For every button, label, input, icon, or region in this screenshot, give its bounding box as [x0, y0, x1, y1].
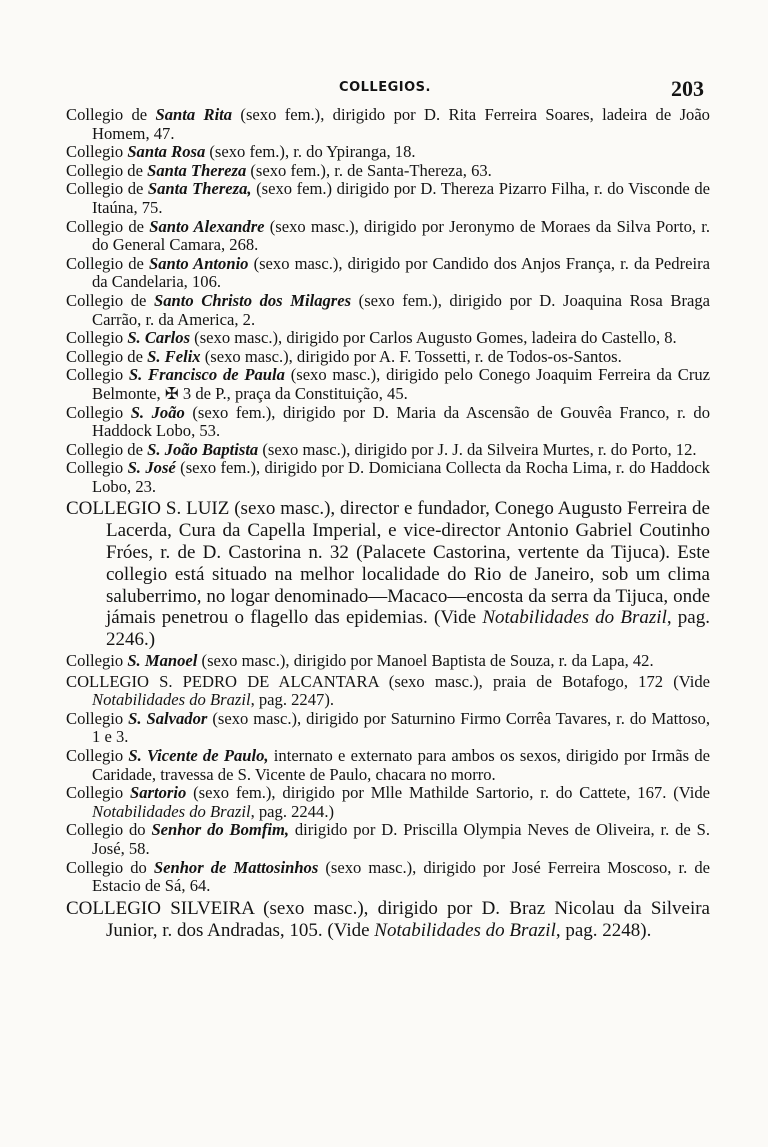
- school-name: S. João: [130, 402, 185, 422]
- entry-text: (sexo fem.), r. de Santa-Thereza, 63.: [246, 160, 492, 180]
- running-title: COLLEGIOS.: [339, 80, 431, 95]
- entry-text: Collegio do: [66, 857, 154, 877]
- directory-entry: [66, 673, 710, 710]
- school-name: Sartorio: [130, 783, 187, 803]
- school-name: S. Salvador: [128, 708, 208, 728]
- directory-entry: [66, 784, 710, 821]
- school-name: Santo Antonio: [149, 253, 249, 273]
- reference-title: Notabilidades do Brazil: [92, 690, 251, 710]
- directory-entry: [66, 459, 710, 496]
- entry-text: (sexo fem.), dirigido por Mlle Mathilde Sartorio, r. do Cattete, 167. (Vide: [186, 783, 710, 803]
- school-name: Santo Alexandre: [149, 216, 265, 236]
- page-header: [60, 76, 710, 102]
- entry-text: (sexo masc.), dirigido por Candido dos Anjos França, r. da Pedreira da Candelaria, 106.: [92, 253, 710, 292]
- directory-entry: [66, 821, 710, 858]
- directory-entry: [66, 348, 710, 367]
- entry-text: (sexo masc.), dirigido por J. J. da Silveira Murtes, r. do Porto, 12.: [258, 439, 697, 459]
- entry-text: Collegio de: [66, 346, 148, 366]
- directory-entry: [66, 898, 710, 942]
- school-name: S. João Baptista: [147, 439, 259, 459]
- entry-text: (sexo masc.), dirigido por Jeronymo de Moraes da Silva Porto, r. do General Camara, 268.: [92, 216, 710, 255]
- entry-text: (sexo fem.) dirigido por D. Thereza Pizarro Filha, r. do Visconde de Itaúna, 75.: [92, 179, 710, 217]
- directory-entry: [66, 180, 710, 217]
- directory-entry: [66, 143, 710, 162]
- school-name: Senhor do Bomfim,: [151, 820, 290, 840]
- entry-text: internato e externato para ambos os sexos, dirigido por Irmãs de Caridade, travessa de S. Vicente de Paulo, chacara no morro.: [92, 746, 710, 784]
- school-name: S. Carlos: [127, 328, 191, 348]
- school-name: Santo Christo dos Milagres: [154, 290, 352, 310]
- entry-text: (sexo masc.), dirigido pelo Conego Joaquim Ferreira da Cruz Belmonte, ✠ 3 de P., praça da Constituição, 45.: [92, 365, 711, 403]
- directory-entries: [66, 106, 710, 942]
- directory-entry: [66, 329, 710, 348]
- entry-text: Collegio: [66, 458, 128, 478]
- entry-text: , pag. 2244.): [250, 801, 334, 821]
- school-name: S. Felix: [147, 346, 201, 366]
- entry-text: (sexo fem.), dirigido por D. Maria da Ascensão de Gouvêa Franco, r. do Haddock Lobo, 53.: [92, 402, 710, 441]
- reference-title: Notabilidades do Brazil: [92, 801, 251, 821]
- entry-text: Collegio: [66, 328, 128, 348]
- entry-text: (sexo fem.), dirigido por D. Joaquina Rosa Braga Carrão, r. da America, 2.: [92, 290, 710, 329]
- entry-text: (sexo masc.), dirigido por Manoel Baptista de Souza, r. da Lapa, 42.: [197, 651, 654, 671]
- entry-text: COLLEGIO S. LUIZ (sexo masc.), director e fundador, Conego Augusto Ferreira de Lacerda, Cura da Capella Imperial, e vice-director Antonio Gabriel Coutinho Fróes, r. de D. Castorina n. 32 (Palacete Castorina, vertente da Tijuca). Este collegio está situado na melhor localidade do Rio de Janeiro, sob um clima saluberrimo, no logar denominado—Macaco—encosta da serra da Tijuca, onde jámais penetrou o flagello das epidemias. (Vide: [66, 498, 710, 629]
- school-name: S. Vicente de Paulo,: [128, 746, 269, 766]
- directory-entry: [66, 162, 710, 181]
- entry-text: (sexo fem.), r. do Ypiranga, 18.: [205, 142, 416, 162]
- entry-text: (sexo masc.), dirigido por A. F. Tossetti, r. de Todos-os-Santos.: [200, 346, 622, 366]
- entry-text: dirigido por D. Priscilla Olympia Neves de Oliveira, r. de S. José, 58.: [92, 820, 711, 858]
- entry-text: Collegio de: [66, 253, 149, 273]
- entry-text: (sexo masc.), dirigido por José Ferreira Moscoso, r. de Estacio de Sá, 64.: [92, 857, 710, 896]
- school-name: Santa Rosa: [127, 142, 206, 162]
- entry-text: Collegio: [66, 142, 128, 162]
- directory-entry: [66, 859, 710, 896]
- directory-entry: [66, 404, 710, 441]
- entry-text: (sexo masc.), dirigido por Saturnino Firmo Corrêa Tavares, r. do Mattoso, 1 e 3.: [92, 708, 711, 747]
- school-name: S. José: [127, 458, 176, 478]
- entry-text: Collegio de: [66, 160, 148, 180]
- entry-text: (sexo fem.), dirigido por D. Domiciana Collecta da Rocha Lima, r. do Haddock Lobo, 23.: [92, 458, 710, 496]
- directory-entry: [66, 441, 710, 460]
- entry-text: Collegio de: [66, 216, 150, 236]
- school-name: Santa Thereza,: [147, 179, 252, 199]
- entry-text: Collegio de: [66, 439, 148, 459]
- entry-text: Collegio: [66, 402, 131, 422]
- directory-entry: [66, 366, 710, 403]
- school-name: S. Manoel: [127, 651, 198, 671]
- school-name: S. Francisco de Paula: [128, 365, 285, 385]
- entry-text: Collegio: [66, 746, 129, 766]
- directory-entry: [66, 652, 710, 671]
- entry-text: COLLEGIO S. PEDRO DE ALCANTARA (sexo masc.), praia de Botafogo, 172 (Vide: [66, 671, 710, 691]
- reference-title: Notabilidades do Brazil: [482, 607, 667, 629]
- entry-text: Collegio: [66, 651, 128, 671]
- entry-text: Collegio de: [66, 290, 155, 310]
- entry-text: Collegio do: [66, 820, 152, 840]
- reference-title: Notabilidades do Brazil: [374, 919, 556, 941]
- page-number: 203: [671, 76, 704, 101]
- directory-entry: [66, 106, 710, 143]
- directory-entry: [66, 292, 710, 329]
- school-name: Santa Rita: [155, 105, 233, 124]
- entry-text: Collegio: [66, 708, 129, 728]
- school-name: Senhor de Mattosinhos: [153, 857, 319, 877]
- entry-text: Collegio: [66, 365, 129, 385]
- directory-entry: [66, 218, 710, 255]
- entry-text: Collegio de: [66, 105, 156, 124]
- entry-text: COLLEGIO SILVEIRA (sexo masc.), dirigido por D. Braz Nicolau da Silveira Junior, r. dos Andradas, 105. (Vide: [66, 897, 710, 941]
- directory-entry: [66, 747, 710, 784]
- school-name: Santa Thereza: [147, 160, 247, 180]
- directory-entry: [66, 710, 710, 747]
- entry-text: , pag. 2248).: [555, 919, 652, 941]
- entry-text: (sexo masc.), dirigido por Carlos Augusto Gomes, ladeira do Castello, 8.: [190, 328, 677, 348]
- entry-text: Collegio: [66, 783, 131, 803]
- entry-text: Collegio de: [66, 179, 148, 199]
- directory-entry: [66, 498, 710, 651]
- entry-text: , pag. 2246.): [106, 607, 710, 651]
- directory-entry: [66, 255, 710, 292]
- entry-text: (sexo fem.), dirigido por D. Rita Ferreira Soares, ladeira de João Homem, 47.: [92, 105, 710, 143]
- entry-text: , pag. 2247).: [250, 690, 334, 710]
